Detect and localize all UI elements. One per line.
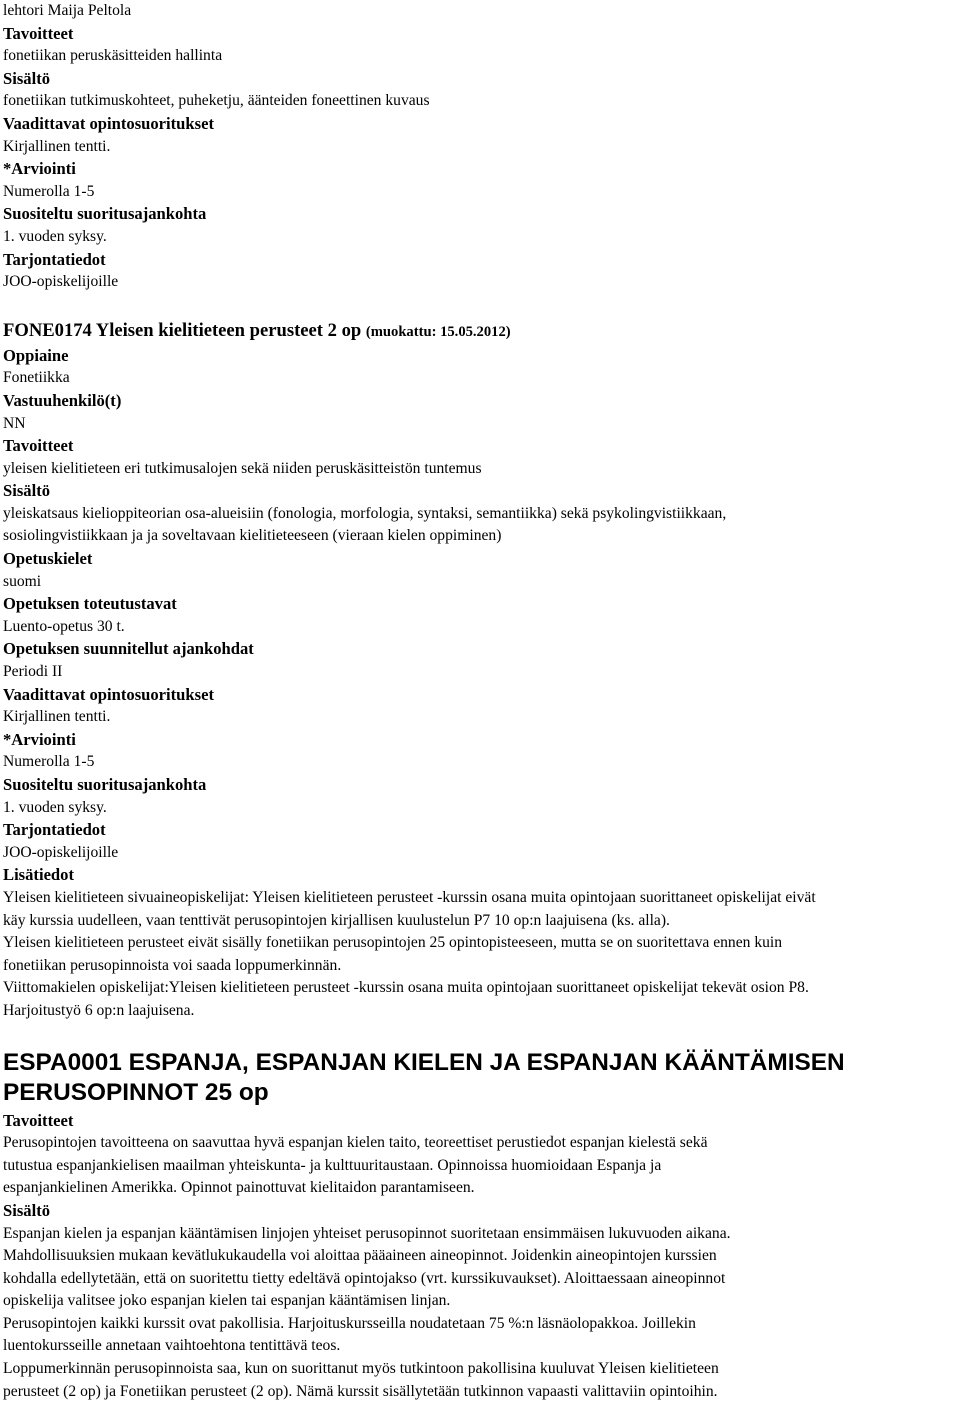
requirements-text: Kirjallinen tentti. bbox=[3, 708, 111, 726]
offering-text: JOO-opiskelijoille bbox=[3, 273, 119, 291]
content-text: fonetiikan tutkimuskohteet, puheketju, äänteiden foneettinen kuvaus bbox=[3, 92, 430, 110]
content-text-line: yleiskatsaus kielioppiteorian osa-alueisiin (fonologia, morfologia, syntaksi, semantiikka) sekä psykolingvistiikkaan, bbox=[3, 504, 727, 522]
content-text-line: perusteet (2 op) ja Fonetiikan perusteet (2 op). Nämä kurssit sisällytetään tutkinnon vapaasti valittaviin opintoihin. bbox=[3, 1382, 718, 1400]
requirements-text: Kirjallinen tentti. bbox=[3, 137, 111, 155]
document-page bbox=[3, 0, 957, 1403]
content-text-line: kohdalla edellytetään, että on suoritettu tietty edeltävä opintojakso (vrt. kurssikuvaukset). Aloittaessaan aineopinnot bbox=[3, 1269, 726, 1287]
languages-heading: Opetuskielet bbox=[3, 549, 93, 569]
requirements-heading: Vaadittavat opintosuoritukset bbox=[3, 684, 214, 704]
planned-periods-heading: Opetuksen suunnitellut ajankohdat bbox=[3, 639, 254, 659]
offering-text: JOO-opiskelijoille bbox=[3, 843, 119, 861]
goals-text: yleisen kielitieteen eri tutkimusalojen sekä niiden peruskäsitteistön tuntemus bbox=[3, 459, 482, 477]
additional-info-line: Harjoitustyö 6 op:n laajuisena. bbox=[3, 1001, 195, 1019]
content-heading: Sisältö bbox=[3, 481, 51, 501]
content-heading: Sisältö bbox=[3, 1200, 51, 1220]
additional-info-line: Viittomakielen opiskelijat:Yleisen kielitieteen perusteet -kurssin osana muita opintojaan suorittaneet opiskelijat tekevät osion P8. bbox=[3, 979, 809, 997]
program-title-line: ESPA0001 ESPANJA, ESPANJAN KIELEN JA ESPANJAN KÄÄNTÄMISEN bbox=[3, 1048, 845, 1076]
additional-info-heading: Lisätiedot bbox=[3, 865, 74, 885]
offering-heading: Tarjontatiedot bbox=[3, 249, 106, 269]
teacher-text: lehtori Maija Peltola bbox=[3, 2, 132, 19]
section-previous-course bbox=[3, 0, 957, 294]
subject-heading: Oppiaine bbox=[3, 345, 69, 365]
goals-text-line: Perusopintojen tavoitteena on saavuttaa hyvä espanjan kielen taito, teoreettiset perustiedot espanjan kielestä sekä bbox=[3, 1134, 708, 1152]
additional-info-line: käy kurssia uudelleen, vaan tenttivät perusopintojen kirjallisen kuulustelun P7 10 op:n laajuisena (ks. alla). bbox=[3, 911, 670, 929]
additional-info-line: Yleisen kielitieteen perusteet eivät sisälly fonetiikan perusopintojen 25 opintopisteeseen, mutta se on suoritettava ennen kuin bbox=[3, 934, 783, 952]
section-espa0001 bbox=[3, 1048, 957, 1403]
goals-text: fonetiikan peruskäsitteiden hallinta bbox=[3, 47, 223, 65]
offering-heading: Tarjontatiedot bbox=[3, 820, 106, 840]
content-text-line: luentokursseille annetaan vaihtoehtona tentittävä teos. bbox=[3, 1337, 341, 1355]
requirements-heading: Vaadittavat opintosuoritukset bbox=[3, 113, 214, 133]
timing-heading: Suositeltu suoritusajankohta bbox=[3, 204, 207, 224]
program-title-line: PERUSOPINNOT 25 op bbox=[3, 1078, 269, 1106]
teaching-methods-text: Luento-opetus 30 t. bbox=[3, 617, 125, 635]
planned-periods-text: Periodi II bbox=[3, 663, 63, 681]
timing-text: 1. vuoden syksy. bbox=[3, 798, 107, 816]
subject-text: Fonetiikka bbox=[3, 369, 70, 387]
program-title bbox=[3, 1048, 957, 1108]
grading-text: Numerolla 1-5 bbox=[3, 753, 95, 771]
goals-heading: Tavoitteet bbox=[3, 436, 74, 456]
section-fone0174 bbox=[3, 319, 957, 1023]
goals-heading: Tavoitteet bbox=[3, 1110, 74, 1130]
timing-heading: Suositeltu suoritusajankohta bbox=[3, 775, 207, 794]
responsible-text: NN bbox=[3, 414, 26, 432]
content-text-line: Perusopintojen kaikki kurssit ovat pakollisia. Harjoituskursseilla noudatetaan 75 %:n läsnäolopakkoa. Joillekin bbox=[3, 1314, 696, 1332]
modified-date: (muokattu: 15.05.2012) bbox=[365, 323, 511, 340]
goals-heading: Tavoitteet bbox=[3, 23, 74, 43]
responsible-heading: Vastuuhenkilö(t) bbox=[3, 390, 122, 410]
grading-heading: *Arviointi bbox=[3, 729, 76, 749]
additional-info-line: fonetiikan perusopinnoista voi saada loppumerkinnän. bbox=[3, 956, 342, 974]
content-text-line: Loppumerkinnän perusopinnoista saa, kun on suorittanut myös tutkintoon pakollisina kuuluvat Yleisen kielitieteen bbox=[3, 1360, 719, 1378]
content-text-line: Espanjan kielen ja espanjan kääntämisen linjojen yhteiset perusopinnot suoritetaan ensimmäisen lukuvuoden aikana. bbox=[3, 1224, 731, 1242]
goals-text-line: tutustua espanjankielisen maailman yhteiskunta- ja kulttuuritaustaan. Opinnoissa huomioidaan Espanja ja bbox=[3, 1156, 662, 1174]
grading-heading: *Arviointi bbox=[3, 159, 76, 179]
course-title-text: FONE0174 Yleisen kielitieteen perusteet 2 op bbox=[3, 319, 362, 341]
goals-text-line: espanjankielinen Amerikka. Opinnot painottuvat kielitaidon parantamiseen. bbox=[3, 1179, 475, 1197]
content-text-line: sosiolingvistiikkaan ja ja soveltavaan kielitieteeseen (vieraan kielen oppiminen) bbox=[3, 527, 502, 545]
content-text-line: Mahdollisuuksien mukaan kevätlukukaudella voi aloittaa pääaineen aineopinnot. Joidenkin aineopintojen kurssien bbox=[3, 1247, 717, 1265]
languages-text: suomi bbox=[3, 572, 42, 590]
additional-info-line: Yleisen kielitieteen sivuaineopiskelijat: Yleisen kielitieteen perusteet -kurssin osana muita opintojaan suorittaneet opiskelijat eivät bbox=[3, 888, 816, 906]
timing-text: 1. vuoden syksy. bbox=[3, 227, 107, 245]
course-title bbox=[3, 319, 957, 344]
content-text-line: opiskelija valitsee joko espanjan kielen tai espanjan kääntämisen linjan. bbox=[3, 1292, 451, 1310]
grading-text: Numerolla 1-5 bbox=[3, 182, 95, 200]
teaching-methods-heading: Opetuksen toteutustavat bbox=[3, 594, 177, 614]
content-heading: Sisältö bbox=[3, 68, 51, 88]
